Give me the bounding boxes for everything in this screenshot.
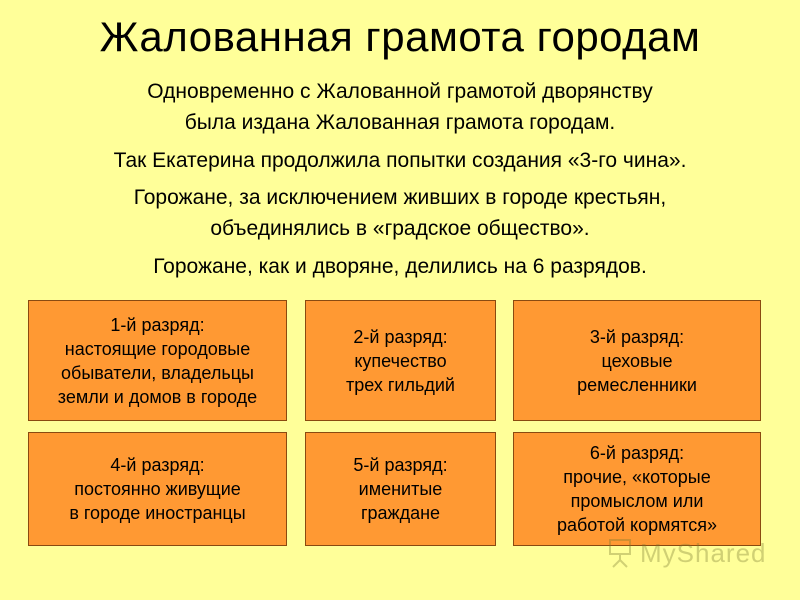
rank-box-5	[305, 432, 496, 546]
city-society-paragraph: Горожане, за исключением живших в городе крестьян, объединялись в «градское общество».	[133, 186, 667, 240]
rank-box-2	[305, 300, 496, 421]
rank-box-1	[28, 300, 287, 421]
watermark-text: MyShared	[640, 537, 767, 568]
ranks-summary-paragraph: Горожане, как и дворяне, делились на 6 разрядов.	[153, 255, 647, 278]
rank-box-6	[513, 432, 761, 546]
third-estate-paragraph: Так Екатерина продолжила попытки создания «3-го чина».	[113, 149, 687, 172]
rank-3-text: 3-й разряд: цеховые ремесленники	[577, 326, 697, 395]
page-title: Жалованная грамота городам	[99, 13, 701, 60]
rank-5-text: 5-й разряд: именитые граждане	[353, 455, 448, 523]
rank-2-text: 2-й разряд: купечество трех гильдий	[346, 326, 455, 395]
rank-box-4	[28, 432, 287, 546]
rank-box-3	[513, 300, 761, 421]
rank-1-text: 1-й разряд: настоящие городовые обыватели, владельцы земли и домов в городе	[57, 314, 258, 407]
presentation-board-icon	[608, 538, 634, 568]
rank-4-text: 4-й разряд: постоянно живущие в городе иностранцы	[69, 455, 246, 523]
watermark	[608, 538, 767, 568]
intro-paragraph: Одновременно с Жалованной грамотой дворянству была издана Жалованная грамота городам.	[147, 80, 653, 134]
rank-6-text: 6-й разряд: прочие, «которые промыслом или работой кормятся»	[556, 443, 718, 535]
